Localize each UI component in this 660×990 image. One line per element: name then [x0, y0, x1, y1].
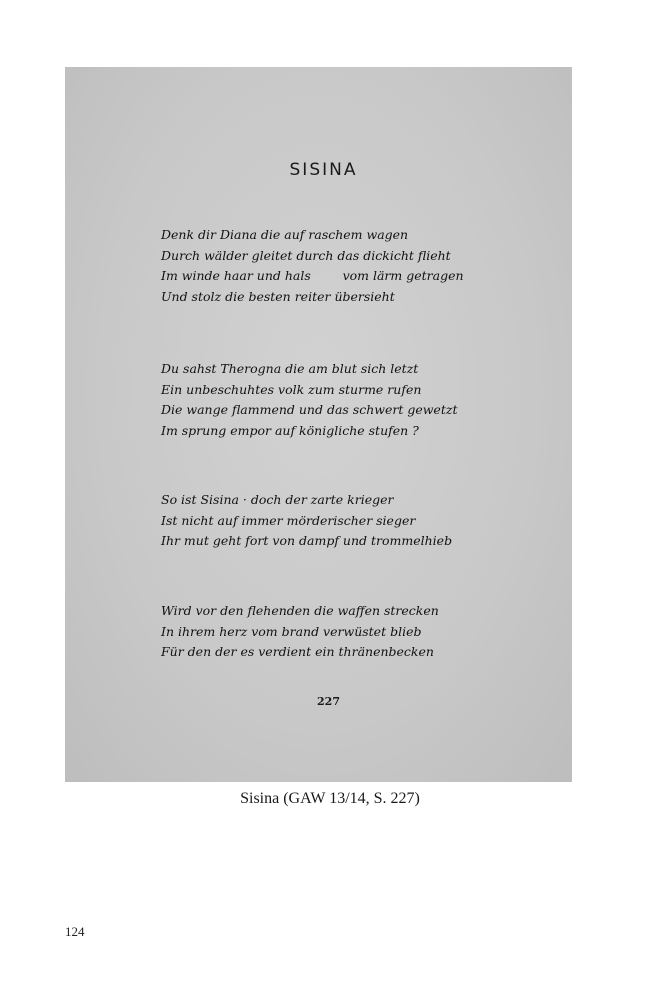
manuscript-scan-image [65, 67, 572, 782]
poem-line: Die wange flammend und das schwert gewetzt [161, 402, 458, 417]
poem-line: So ist Sisina · doch der zarte krieger [161, 492, 394, 507]
poem-line: Wird vor den flehenden die waffen strecken [161, 603, 439, 618]
poem-line: Im sprung empor auf königliche stufen ? [161, 422, 419, 438]
poem-line: In ihrem herz vom brand verwüstet blieb [161, 623, 422, 639]
poem-line: Ist nicht auf immer mörderischer sieger [161, 512, 416, 528]
poem-line: Für den der es verdient ein thränenbecken [161, 644, 434, 659]
poem-line: Du sahst Therogna die am blut sich letzt [161, 361, 419, 376]
poem-line: Durch wälder gleitet durch das dickicht flieht [161, 247, 451, 263]
poem-line: Denk dir Diana die auf raschem wagen [161, 227, 409, 242]
poem-line: Ihr mut geht fort von dampf und trommelhieb [161, 533, 453, 548]
stanza-3 [161, 490, 491, 552]
poem-line: Und stolz die besten reiter übersieht [161, 288, 395, 304]
poem-line: Im winde haar und hals vom lärm getragen [161, 268, 464, 283]
stanza-2 [161, 359, 491, 441]
page-number: 124 [65, 924, 85, 939]
figure-caption: Sisina (GAW 13/14, S. 227) [240, 790, 420, 807]
stanza-1 [161, 225, 491, 307]
manuscript-page-number: 227 [317, 695, 340, 708]
stanza-4 [161, 601, 491, 663]
poem-title: SISINA [289, 160, 358, 180]
poem-line: Ein unbeschuhtes volk zum sturme rufen [161, 381, 422, 397]
